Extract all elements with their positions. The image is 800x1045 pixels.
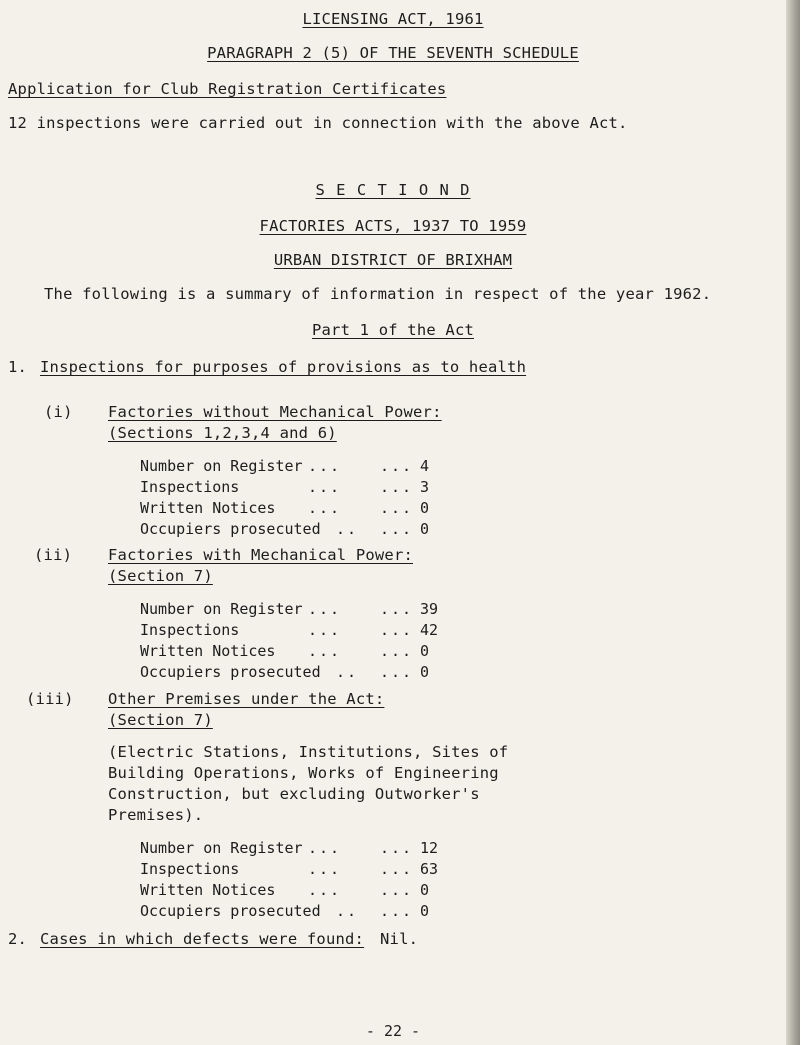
row-dots: ... (380, 642, 414, 660)
row-label: Number on Register (140, 457, 303, 475)
row-dots: ... (380, 520, 414, 538)
row-dots: ... (380, 600, 414, 618)
inspections-heading: Inspections for purposes of provisions as to health (40, 358, 527, 376)
page-edge-shadow (786, 0, 800, 1045)
group-title: Factories with Mechanical Power: (108, 546, 414, 564)
group-number: (iii) (26, 690, 74, 708)
row-value: 39 (420, 600, 439, 618)
row-label: Written Notices (140, 881, 276, 899)
summary-text: The following is a summary of information in respect of the year 1962. (44, 285, 712, 303)
defects-label: Cases in which defects were found: (40, 930, 365, 948)
row-dots: ... (380, 621, 414, 639)
row-dots: ... (380, 499, 414, 517)
row-dots: ... (308, 600, 342, 618)
row-label: Number on Register (140, 839, 303, 857)
row-value: 0 (420, 642, 430, 660)
group-sub: (Section 7) (108, 567, 213, 585)
row-label: Inspections (140, 621, 240, 639)
row-label: Inspections (140, 478, 240, 496)
group-description-line: Building Operations, Works of Engineering (108, 764, 499, 782)
club-text: 12 inspections were carried out in connection with the above Act. (8, 114, 628, 132)
row-label: Occupiers prosecuted (140, 520, 321, 538)
inspections-number: 1. (8, 358, 28, 376)
row-dots: ... (380, 881, 414, 899)
part-heading: Part 1 of the Act (311, 321, 475, 339)
row-value: 0 (420, 881, 430, 899)
row-value: 63 (420, 860, 439, 878)
page-number: - 22 - (365, 1022, 421, 1040)
row-dots: ... (380, 457, 414, 475)
row-value: 0 (420, 663, 430, 681)
group-title: Other Premises under the Act: (108, 690, 385, 708)
row-dots: ... (308, 457, 342, 475)
row-label: Occupiers prosecuted (140, 902, 321, 920)
row-dots: ... (308, 839, 342, 857)
group-description-line: Construction, but excluding Outworker's (108, 785, 480, 803)
row-value: 4 (420, 457, 430, 475)
row-dots: ... (308, 478, 342, 496)
section-title: S E C T I O N D (315, 181, 471, 199)
defects-number: 2. (8, 930, 28, 948)
group-number: (ii) (34, 546, 73, 564)
row-dots: ... (308, 499, 342, 517)
row-dots: ... (308, 881, 342, 899)
row-label: Written Notices (140, 642, 276, 660)
group-number: (i) (44, 403, 73, 421)
document-subtitle: PARAGRAPH 2 (5) OF THE SEVENTH SCHEDULE (207, 44, 579, 62)
row-label: Occupiers prosecuted (140, 663, 321, 681)
group-title: Factories without Mechanical Power: (108, 403, 442, 421)
row-value: 42 (420, 621, 439, 639)
row-label: Number on Register (140, 600, 303, 618)
row-value: 12 (420, 839, 439, 857)
club-heading: Application for Club Registration Certificates (8, 80, 447, 98)
row-dots: ... (380, 902, 414, 920)
group-sub: (Section 7) (108, 711, 213, 729)
row-dots: ... (380, 839, 414, 857)
district-heading: URBAN DISTRICT OF BRIXHAM (273, 251, 513, 269)
row-dots: ... (308, 621, 342, 639)
row-dots: ... (308, 642, 342, 660)
row-dots: ... (308, 860, 342, 878)
row-dots: .. (336, 520, 359, 538)
row-dots: .. (336, 902, 359, 920)
row-value: 0 (420, 499, 430, 517)
row-dots: ... (380, 663, 414, 681)
row-value: 0 (420, 902, 430, 920)
document-title: LICENSING ACT, 1961 (302, 10, 484, 28)
row-label: Inspections (140, 860, 240, 878)
group-description-line: (Electric Stations, Institutions, Sites of (108, 743, 509, 761)
row-value: 3 (420, 478, 430, 496)
row-dots: ... (380, 860, 414, 878)
row-value: 0 (420, 520, 430, 538)
acts-heading: FACTORIES ACTS, 1937 TO 1959 (259, 217, 527, 235)
row-dots: .. (336, 663, 359, 681)
group-sub: (Sections 1,2,3,4 and 6) (108, 424, 337, 442)
defects-value: Nil. (380, 930, 419, 948)
row-label: Written Notices (140, 499, 276, 517)
row-dots: ... (380, 478, 414, 496)
group-description-line: Premises). (108, 806, 204, 824)
